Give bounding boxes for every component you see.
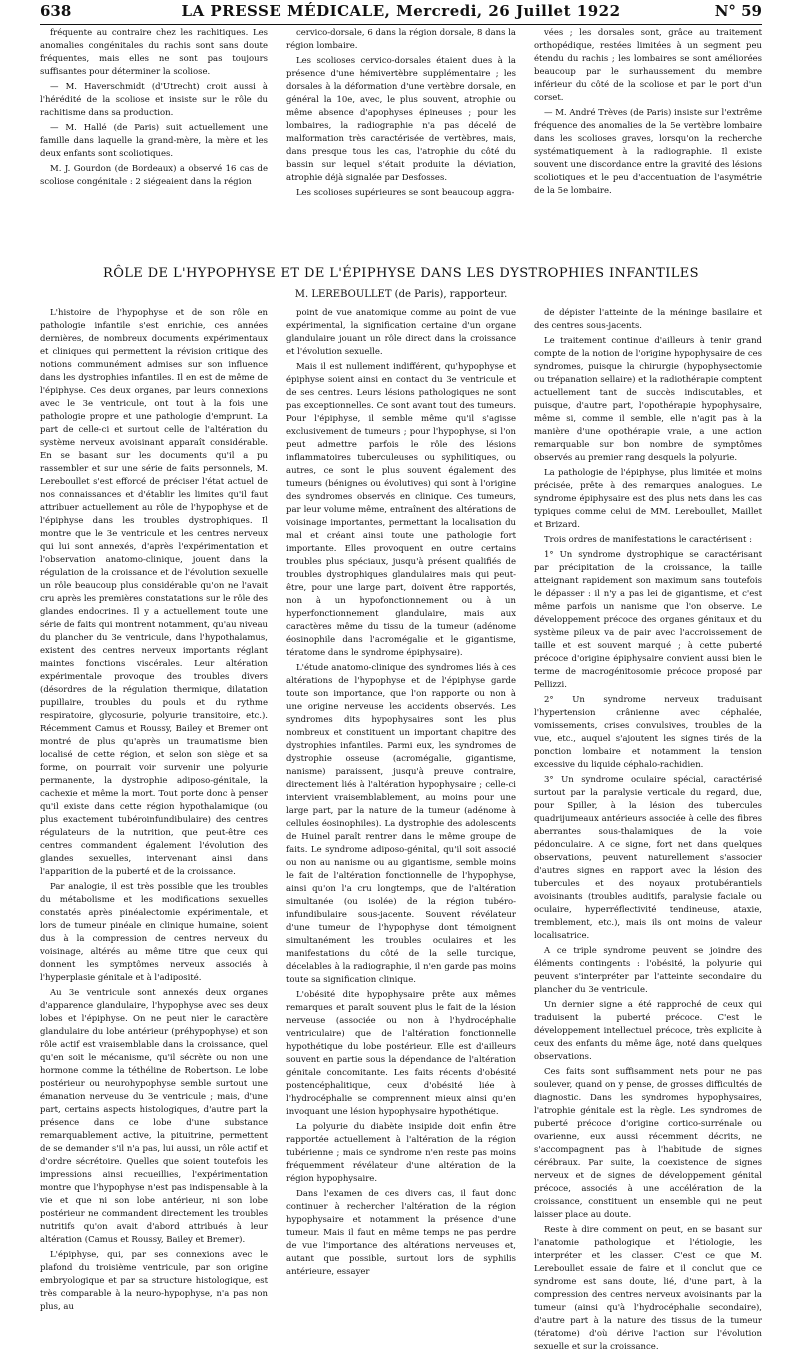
section-title: RÔLE DE L'HYPOPHYSE ET DE L'ÉPIPHYSE DANS LES DYSTROPHIES INFANTILES (103, 266, 699, 281)
paragraph: — M. Haverschmidt (d'Utrecht) croit aussi à l'hérédité de la scoliose et insiste sur le rôle du rachitisme dans sa production. (40, 82, 268, 118)
paragraph: L'épiphyse, qui, par ses connexions avec le plafond du troisième ventricule, par son origine embryologique et par sa structure histologique, est très comparable à la neuro-hypophyse, n'a pas non plus, au (40, 1250, 268, 1312)
main-column-1 (40, 307, 268, 1312)
paragraph: — M. Hallé (de Paris) suit actuellement une famille dans laquelle la grand-mère, la mère et les deux enfants sont scoliotiques. (40, 123, 268, 159)
paragraph: Un dernier signe a été rapproché de ceux qui traduisent la puberté précoce. C'est le développement intellectuel précoce, très explicite à ceux des enfants du même âge, noté dans quelques observations. (534, 1000, 762, 1062)
paragraph: 2° Un syndrome nerveux traduisant l'hypertension crânienne avec céphalée, vomissements, crises convulsives, troubles de la vue, etc., auquel s'ajoutent les signes tirés de la ponction lombaire et notamment la tension excessive du liquide céphalo-rachidien. (534, 695, 762, 770)
paragraph: L'étude anatomo-clinique des syndromes liés à ces altérations de l'hypophyse et de l'épiphyse garde toute son importance, que l'on rapporte ou non à une origine nerveuse les accidents observés. Les syndromes dits hypophysaires sont les plus nombreux et constituent un important chapitre des dystrophies infantiles. Parmi eux, les syndromes de dystrophie osseuse (acromégalie, gigantisme, nanisme) paraissent, jusqu'à preuve contraire, directement liés à l'altération hypophysaire ; celle-ci intervient vraisemblablement, au moins pour une large part, par la nature de la tumeur (adénome à cellules éosinophiles). La dystrophie des adolescents de Huinel paraît rentrer dans le même groupe de faits. Le syndrome adiposo-génital, qu'il soit associé ou non au nanisme ou au gigantisme, semble moins le fait de l'altération fonctionnelle de l'hypophyse, ainsi qu'on l'a cru longtemps, que de l'altération simultanée (ou isolée) de la région tubéro-infundibulaire sous-jacente. Souvent révélateur d'une tumeur de l'hypophyse dont témoignent simultanément les troubles oculaires et les manifestations du côté de la selle turcique, décelables à la radiographie, il n'en garde pas moins toute sa signification clinique. (286, 663, 516, 985)
section-author: M. LEREBOULLET (de Paris), rapporteur. (294, 289, 508, 300)
paragraph: Mais il est nullement indifférent, qu'hypophyse et épiphyse soient ainsi en contact du 3e ventricule et de ses centres. Leurs lésions pathologiques ne sont pas exceptionnelles. Ce sont avant tout des tumeurs. Pour l'épiphyse, il semble même qu'il s'agisse exclusivement de tumeurs ; pour l'hypophyse, si l'on peut admettre parfois le rôle des lésions inflammatoires tuberculeuses ou syphilitiques, ou autres, ce sont le plus souvent également des tumeurs (bénignes ou évolutives) qui sont à l'origine des syndromes observés en clinique. Ces tumeurs, par leur volume même, entraînent des altérations de voisinage importantes, permettant la localisation du mal et créant ainsi toute une pathologie fort importante. Elles provoquent en outre certains troubles plus spéciaux, jusqu'à présent qualifiés de troubles dystrophiques glandulaires mais qui peut-être, pour une large part, doivent être rapportés, non à un hypofonctionnement ou à un hyperfonctionnement glandulaire, mais aux caractères même du tissu de la tumeur (adénome éosinophile dans l'acromégalie et le gigantisme, tératome dans le syndrome épiphysaire). (286, 362, 516, 658)
issue-number: N° 59 (714, 2, 762, 20)
paragraph: Les scolioses supérieures se sont beaucoup aggra- (296, 188, 515, 198)
page-header (40, 0, 762, 25)
paragraph: Ces faits sont suffisamment nets pour ne pas soulever, quand on y pense, de grosses difficultés de diagnostic. Dans les syndromes hypophysaires, l'atrophie génitale est la règle. Les syndromes de puberté précoce d'origine cortico-surrénale ou ovarienne, eux aussi récemment décrits, ne s'accompagnent pas à l'habitude de signes cérébraux. Par suite, la coexistence de signes nerveux et de signes de développement génital précoce, associés à une accélération de la croissance, constituent un ensemble qui ne peut laisser place au doute. (534, 1067, 762, 1220)
paragraph: A ce triple syndrome peuvent se joindre des éléments contingents : l'obésité, la polyurie qui peuvent s'interpréter par l'atteinte secondaire du plancher du 3e ventricule. (534, 946, 762, 995)
paragraph: L'histoire de l'hypophyse et de son rôle en pathologie infantile s'est enrichie, ces années dernières, de nombreux documents expérimentaux et cliniques qui permettent la révision critique des notions communément admises sur son influence dans les dystrophies infantiles. Il en est de même de l'épiphyse. Ces deux organes, par leurs connexions avec le 3e ventricule, ont tout à la fois une pathologie propre et une pathologie d'emprunt. La part de celle-ci et surtout celle de l'altération du système nerveux avoisinant apparaît considérable. En se basant sur les documents qu'il a pu rassembler et sur une série de faits personnels, M. Lereboullet s'est efforcé de préciser l'état actuel de nos connaissances et d'établir les limites qu'il faut attribuer actuellement au rôle de l'hypophyse et de l'épiphyse dans les troubles dystrophiques. Il montre que le 3e ventricule et les centres nerveux qui lui sont annexés, d'après l'expérimentation et l'observation anatomo-clinique, jouent dans la régulation de la croissance et de l'évolution sexuelle un rôle beaucoup plus considérable qu'on ne l'avait cru après les premières constatations sur le rôle des glandes endocrines. Il y a actuellement toute une série de faits qui montrent notamment, qu'au niveau du plancher du 3e ventricule, dans l'hypothalamus, existent des centres nerveux importants réglant maintes fonctions viscérales. Leur altération expérimentale provoque des troubles divers (désordres de la régulation thermique, dilatation pupillaire, troubles du pouls et du rythme respiratoire, glycosurie, polyurie transitoire, etc.). Récemment Camus et Roussy, Bailey et Bremer ont montré de plus qu'après un traumatisme bien localisé de cette région, et selon son siège et sa forme, on pourrait voir survenir une polyurie permanente, la dystrophie adiposo-génitale, la cachexie et même la mort. Tout porte donc à penser qu'il existe dans cette région hypothalamique (ou plus exactement tubéroinfundibulaire) des centres régulateurs de la nutrition, que peut-être ces centres commandent également l'évolution des glandes sexuelles, intervenant ainsi dans l'apparition de la puberté et de la croissance. (40, 308, 268, 877)
paragraph: fréquente au contraire chez les rachitiques. Les anomalies congénitales du rachis sont sans doute fréquentes, mais elles ne sont pas toujours suffisantes pour déterminer la scoliose. (40, 28, 268, 77)
paragraph: 1° Un syndrome dystrophique se caractérisant par précipitation de la croissance, la taille atteignant rapidement son maximum sans toutefois le dépasser : il n'y a pas lei de gigantisme, et c'est même parfois un nanisme que l'on observe. Le développement précoce des organes génitaux et du système pileux va de pair avec l'accroissement de taille et est souvent marqué ; à cette puberté précoce d'origine épiphysaire convient aussi bien le terme de macrogénitosomie précoce proposé par Pellizzi. (534, 550, 762, 690)
page-number: 638 (40, 2, 72, 20)
main-column-3 (534, 307, 762, 1352)
paragraph: Dans l'examen de ces divers cas, il faut donc continuer à rechercher l'altération de la région hypophysaire et notamment la présence d'une tumeur. Mais il faut en même temps ne pas perdre de vue l'importance des altérations nerveuses et, autant que possible, surtout lors de syphilis antérieure, essayer (286, 1189, 516, 1277)
main-column-2 (286, 307, 516, 1277)
paragraph: M. J. Gourdon (de Bordeaux) a observé 16 cas de scoliose congénitale : 2 siégeaient dans la région (40, 164, 268, 187)
paragraph: 3° Un syndrome oculaire spécial, caractérisé surtout par la paralysie verticale du regard, due, pour Spiller, à la lésion des tubercules quadrijumeaux antérieurs associée à celle des fibres aberrantes sous-thalamiques de la voie pédonculaire. A ce signe, fort net dans quelques observations, peuvent naturellement s'associer d'autres signes en rapport avec la lésion des tubercules et des noyaux protubérantiels avoisinants (troubles auditifs, paralysie faciale ou oculaire, hyperréflectivité tendineuse, ataxie, tremblement, etc.), mais ils ont moins de valeur localisatrice. (534, 775, 762, 941)
top-column-1 (40, 27, 268, 249)
paragraph: Les scolioses cervico-dorsales étaient dues à la présence d'une hémivertèbre supplémentaire ; les dorsales à la déformation d'une vertèbre dorsale, en général la 10e, avec, le plus souvent, atrophie ou même absence d'apophyses épineuses ; pour les lombaires, la radiographie n'a pas décelé de malformation très caractérisée de vertèbres, mais, dans presque tous les cas, l'atrophie du côté du bassin sur lequel s'était produite la déviation, atrophie déjà signalée par Desfosses. (286, 56, 516, 183)
top-column-3 (534, 27, 762, 249)
paragraph: Par analogie, il est très possible que les troubles du métabolisme et les modifications sexuelles constatés après pinéalectomie expérimentale, et lors de tumeur pinéale en clinique humaine, soient dus à la compression de centres nerveux du voisinage, altérés au même titre que ceux qui donnent les symptômes nerveux associés à l'hyperplasie génitale et à l'adiposité. (40, 882, 268, 983)
paragraph: Le traitement continue d'ailleurs à tenir grand compte de la notion de l'origine hypophysaire de ces syndromes, puisque la chirurgie (hypophysectomie ou trépanation sellaire) et la radiothérapie comptent actuellement tant de succès indiscutables, et puisque, d'autre part, l'opothérapie hypophysaire, même si, comme il semble, elle n'agit pas à la manière d'une opothérapie vraie, a une action remarquable sur bon nombre de symptômes observés au premier rang desquels la polyurie. (534, 336, 762, 463)
paragraph: — M. André Trèves (de Paris) insiste sur l'extrême fréquence des anomalies de la 5e vertèbre lombaire dans les scolioses graves, lorsqu'on la recherche systématiquement à la radiographie. Il existe souvent une discordance entre la gravité des lésions scoliotiques et le peu d'accentuation de l'asymétrie de la 5e lombaire. (534, 108, 762, 196)
top-column-2 (286, 27, 516, 249)
paragraph: de dépister l'atteinte de la méninge basilaire et des centres sous-jacents. (534, 308, 762, 331)
paragraph: vées ; les dorsales sont, grâce au traitement orthopédique, restées limitées à un segment peu étendu du rachis ; les lombaires se sont améliorées beaucoup par le surhaussement du membre inférieur du côté de la scoliose et par le port d'un corset. (534, 28, 762, 103)
paragraph: L'obésité dite hypophysaire prête aux mêmes remarques et paraît souvent plus le fait de la lésion nerveuse (associée ou non à l'hydrocéphalie ventriculaire) que de l'altération fonctionnelle hypothétique du lobe postérieur. Elle est d'ailleurs souvent en partie sous la dépendance de l'altération génitale concomitante. Les faits récents d'obésité postencéphalitique, ceux d'obésité liée à l'hydrocéphalie se comprennent mieux ainsi qu'en invoquant une lésion hypophysaire hypothétique. (286, 990, 516, 1117)
journal-title: LA PRESSE MÉDICALE, Mercredi, 26 Juillet 1922 (181, 2, 621, 20)
paragraph: point de vue anatomique comme au point de vue expérimental, la signification certaine d'un organe glandulaire jouant un rôle direct dans la croissance et l'évolution sexuelle. (286, 308, 516, 357)
paragraph: La pathologie de l'épiphyse, plus limitée et moins précisée, prête à des remarques analogues. Le syndrome épiphysaire est des plus nets dans les cas typiques comme celui de MM. Lereboullet, Maillet et Brizard. (534, 468, 762, 530)
paragraph: Trois ordres de manifestations le caractérisent : (544, 535, 752, 545)
paragraph: La polyurie du diabète insipide doit enfin être rapportée actuellement à l'altération de la région tubérienne ; mais ce syndrome n'en reste pas moins fréquemment révélateur d'une altération de la région hypophysaire. (286, 1122, 516, 1184)
paragraph: Au 3e ventricule sont annexés deux organes d'apparence glandulaire, l'hypophyse avec ses deux lobes et l'épiphyse. On ne peut nier le caractère glandulaire du lobe antérieur (préhypophyse) et son rôle actif est vraisemblable dans la croissance, quel qu'en soit le mécanisme, qu'il sécrète ou non une hormone comme la téthéline de Robertson. Le lobe postérieur ou neurohypophyse semble surtout une émanation nerveuse du 3e ventricule ; mais, d'une part, certains aspects histologiques, d'autre part la présence dans ce lobe d'une substance remarquablement active, la pituitrine, permettent de se demander s'il n'a pas, lui aussi, un rôle actif et d'ordre sécrétoire. Quelles que soient toutefois les impressions ainsi recueillies, l'expérimentation montre que l'hypophyse n'est pas indispensable à la vie et que ni son lobe antérieur, ni son lobe postérieur ne commandent directement les troubles nutritifs qu'on avait d'abord attribués à leur altération (Camus et Roussy, Bailey et Bremer). (40, 988, 268, 1245)
paragraph: cervico-dorsale, 6 dans la région dorsale, 8 dans la région lombaire. (286, 28, 516, 51)
paragraph: Reste à dire comment on peut, en se basant sur l'anatomie pathologique et l'étiologie, les interpréter et les classer. C'est ce que M. Lereboullet essaie de faire et il conclut que ce syndrome est sans doute, lié, d'une part, à la compression des centres nerveux avoisinants par la tumeur (ainsi qu'à l'hydrocéphalie secondaire), d'autre part à la nature des tissus de la tumeur (tératome) d'où dérive l'action sur l'évolution sexuelle et sur la croissance. (534, 1225, 762, 1352)
